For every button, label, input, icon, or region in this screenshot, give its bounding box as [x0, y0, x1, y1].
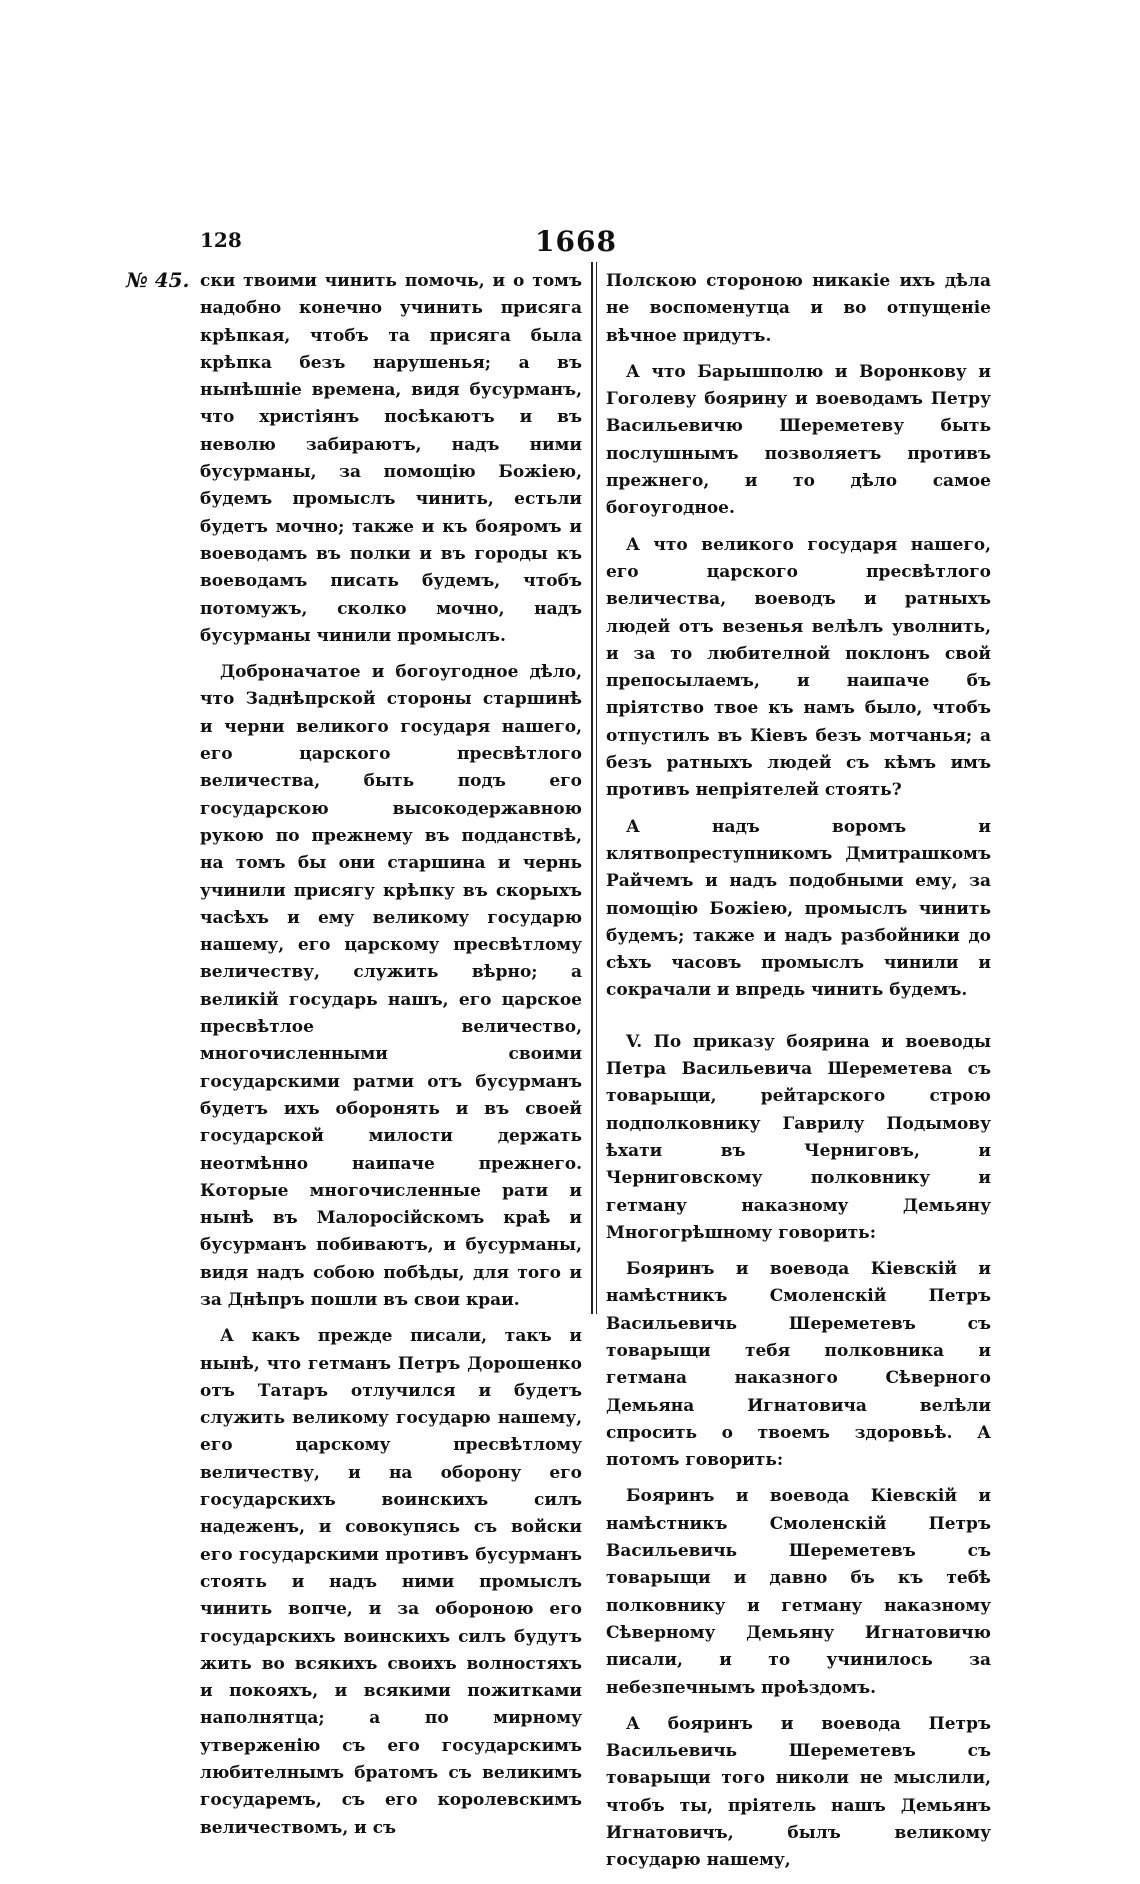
paragraph: Бояринъ и воевода Кіевскій и намѣстникъ Смоленскій Петръ Васильевичь Шереметевъ съ товарыщи и давно бъ къ тебѣ полковнику и гетману наказному Сѣверному Демьяну Игнатовичю писали, и то учинилось за небезпечнымъ проѣздомъ.: [606, 1486, 991, 1698]
paragraph: А какъ прежде писали, такъ и нынѣ, что гетманъ Петръ Дорошенко отъ Татаръ отлучился и будетъ служить великому государю нашему, его царскому пресвѣтлому величеству, и на оборону его государскихъ воинскихъ силъ надеженъ, и совокупясь съ войски его государскими противъ бусурманъ стоять и надъ ними промыслъ чинить вопче, и за обороною его государскихъ воинскихъ силъ будутъ жить во всякихъ своихъ волностяхъ и покояхъ, и всякими пожитками наполнятца; а по мирному утверженію съ его государскимъ любителнымъ братомъ съ великимъ государемъ, съ его королевскимъ величествомъ, и съ: [200, 1326, 582, 1838]
paragraph: Доброначатое и богоугодное дѣло, что Заднѣпрской стороны старшинѣ и черни великого государя нашего, его царского пресвѣтлого величества, быть подъ его государскою высокодержавною рукою по прежнему въ подданствѣ, на томъ бы они старшина и чернь учинили присягу крѣпку въ скорыхъ часѣхъ и ему великому государю нашему, его царскому пресвѣтлому величеству, служить вѣрно; а великій государь нашъ, его царское пресвѣтлое величество, многочисленными своими государскими ратми отъ бусурманъ будетъ ихъ оборонять и въ своей государской милости держать неотмѣнно наипаче прежнего. Которые многочисленные рати и нынѣ въ Малоросійскомъ краѣ и бусурманъ побиваютъ, и бусурманы, видя надъ собою побѣды, для того и за Днѣпръ пошли въ свои краи.: [200, 662, 582, 1310]
column-divider: [591, 262, 593, 1314]
paragraph: А что Барышполю и Воронкову и Гоголеву боярину и воеводамъ Петру Васильевичю Шереметеву быть послушнымъ позволяетъ противъ прежнего, и то дѣло самое богоугодное.: [606, 361, 991, 519]
paragraph: ски твоими чинить помочь, и о томъ надобно конечно учинить присяга крѣпкая, чтобъ та присяга была крѣпка безъ нарушенья; а въ нынѣшніе времена, видя бусурманъ, что христіянъ посѣкаютъ и въ неволю забираютъ, надъ ними бусурманы, за помощію Божіею, будемъ промыслъ чинить, естьли будетъ мочно; также и къ бояромъ и воеводамъ въ полки и въ городы къ воеводамъ писать будемъ, чтобъ потомужъ, сколко мочно, надъ бусурманы чинили промыслъ.: [200, 271, 582, 646]
left-text-column: [200, 268, 582, 1842]
document-number: № 45.: [126, 268, 190, 292]
right-text-column: [606, 268, 991, 1884]
column-divider-secondary: [596, 262, 597, 1314]
page-number: 128: [200, 228, 242, 252]
paragraph: А надъ воромъ и клятвопреступникомъ Дмитрашкомъ Райчемъ и надъ подобными ему, за помощію Божіею, промыслъ чинить будемъ; также и надъ разбойники до сѣхъ часовъ промыслъ чинили и сокрачали и впредь чинить будемъ.: [606, 816, 991, 1001]
paragraph: Бояринъ и воевода Кіевскій и намѣстникъ Смоленскій Петръ Васильевичь Шереметевъ съ товарыщи тебя полковника и гетмана наказного Сѣверного Демьяна Игнатовича велѣли спросить о твоемъ здоровьѣ. А потомъ говорить:: [606, 1259, 991, 1471]
section-heading-paragraph: V. По приказу боярина и воеводы Петра Васильевича Шереметева съ товарыщи, рейтарского строю подполковнику Гаврилу Подымову ѣхати въ Черниговъ, и Черниговскому полковнику и гетману наказному Демьяну Многогрѣшному говорить:: [606, 1031, 991, 1243]
paragraph: А что великого государя нашего, его царского пресвѣтлого величества, воеводъ и ратныхъ людей отъ везенья велѣлъ уволнить, и за то любителной поклонъ свой препосылаемъ, и наипаче бъ пріятство твое къ намъ было, чтобъ отпустилъ въ Кіевъ безъ мотчанья; а безъ ратныхъ людей съ кѣмъ имъ противъ непріятелей стоять?: [606, 534, 991, 801]
paragraph: А бояринъ и воевода Петръ Васильевичь Шереметевъ съ товарыщи того николи не мыслили, чтобъ ты, пріятель нашъ Демьянъ Игнатовичъ, былъ великому государю нашему,: [606, 1713, 991, 1871]
paragraph: Полскою стороною никакіе ихъ дѣла не воспоменутца и во отпущеніе вѣчное придутъ.: [606, 271, 991, 346]
page-year-header: 1668: [535, 225, 617, 258]
